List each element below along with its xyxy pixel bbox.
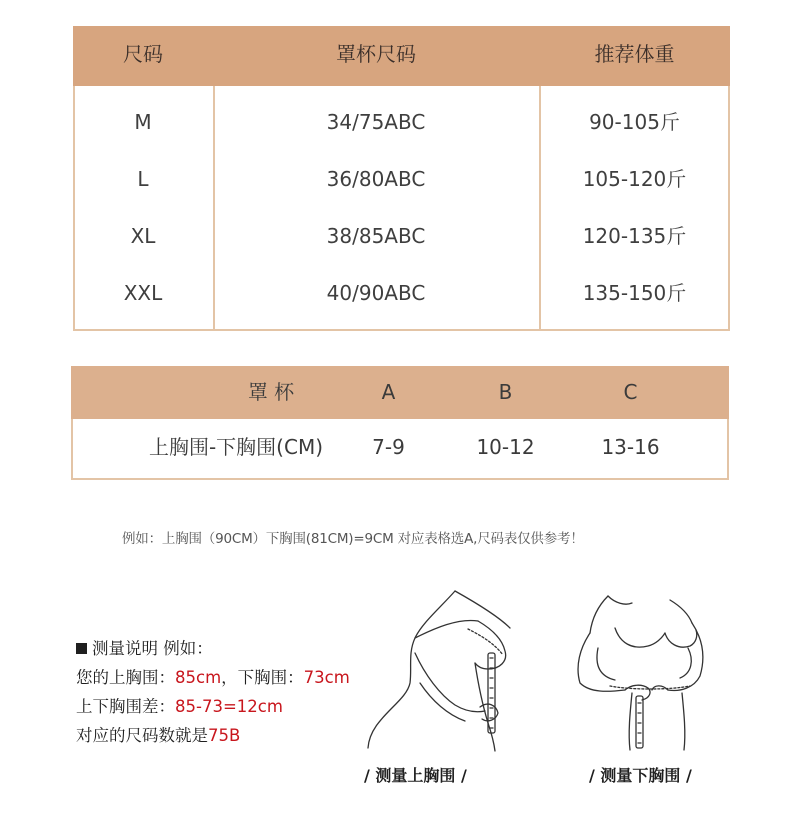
size-table-header — [73, 26, 730, 86]
table-row — [73, 151, 730, 208]
result-size-label: 对应的尺码数就是 — [76, 726, 208, 745]
header-cup-size: 罩杯尺码 — [336, 42, 416, 66]
cell-size: XL — [130, 224, 156, 248]
cell-cup: 36/80ABC — [326, 167, 426, 191]
cell-cup-a-range: 7-9 — [372, 435, 405, 459]
header-cup: 罩 杯 — [247, 380, 295, 404]
lower-bust-illustration — [570, 588, 730, 753]
cell-weight: 90-105斤 — [589, 110, 680, 134]
cup-table-header — [71, 366, 729, 419]
measure-title: 测量说明 例如： — [92, 639, 213, 658]
upper-bust-value: 85cm — [175, 668, 222, 687]
table-row — [73, 208, 730, 265]
table-row — [73, 94, 730, 151]
size-table — [73, 26, 730, 331]
table-row — [71, 419, 729, 478]
table-row — [73, 265, 730, 322]
lower-bust-label: ，下胸围： — [221, 668, 304, 687]
header-cup-a: A — [381, 380, 396, 404]
cell-cup: 40/90ABC — [326, 281, 426, 305]
cell-weight: 135-150斤 — [582, 281, 687, 305]
cell-cup-c-range: 13-16 — [601, 435, 660, 459]
cell-weight: 105-120斤 — [582, 167, 687, 191]
bust-difference-value: 85-73=12cm — [175, 697, 283, 716]
result-size-value: 75B — [208, 726, 241, 745]
measure-title-line — [76, 634, 350, 663]
header-weight: 推荐体重 — [594, 42, 675, 66]
measure-line-2 — [76, 692, 350, 721]
upper-bust-illustration — [360, 583, 560, 753]
cell-size: M — [134, 110, 152, 134]
cell-size: L — [137, 167, 149, 191]
measure-line-1 — [76, 663, 350, 692]
measurement-instructions — [76, 634, 350, 750]
measure-line-3 — [76, 721, 350, 750]
cell-cup: 38/85ABC — [326, 224, 426, 248]
caption-upper-bust: / 测量上胸围 / — [364, 766, 467, 785]
cell-cup: 34/75ABC — [326, 110, 426, 134]
cell-cup-b-range: 10-12 — [476, 435, 535, 459]
square-bullet-icon — [76, 643, 87, 654]
cell-bust-difference-label: 上胸围-下胸围(CM) — [148, 435, 324, 459]
cell-size: XXL — [123, 281, 163, 305]
bust-difference-label: 上下胸围差： — [76, 697, 175, 716]
header-cup-c: C — [623, 380, 638, 404]
example-note: 例如：上胸围（90CM）下胸围(81CM)=9CM 对应表格选A,尺码表仅供参考！ — [122, 531, 584, 547]
upper-bust-label: 您的上胸围： — [76, 668, 175, 687]
caption-lower-bust: / 测量下胸围 / — [589, 766, 692, 785]
cup-table — [71, 366, 729, 480]
lower-bust-value: 73cm — [303, 668, 350, 687]
header-size: 尺码 — [123, 42, 163, 66]
cell-weight: 120-135斤 — [582, 224, 687, 248]
header-cup-b: B — [498, 380, 513, 404]
